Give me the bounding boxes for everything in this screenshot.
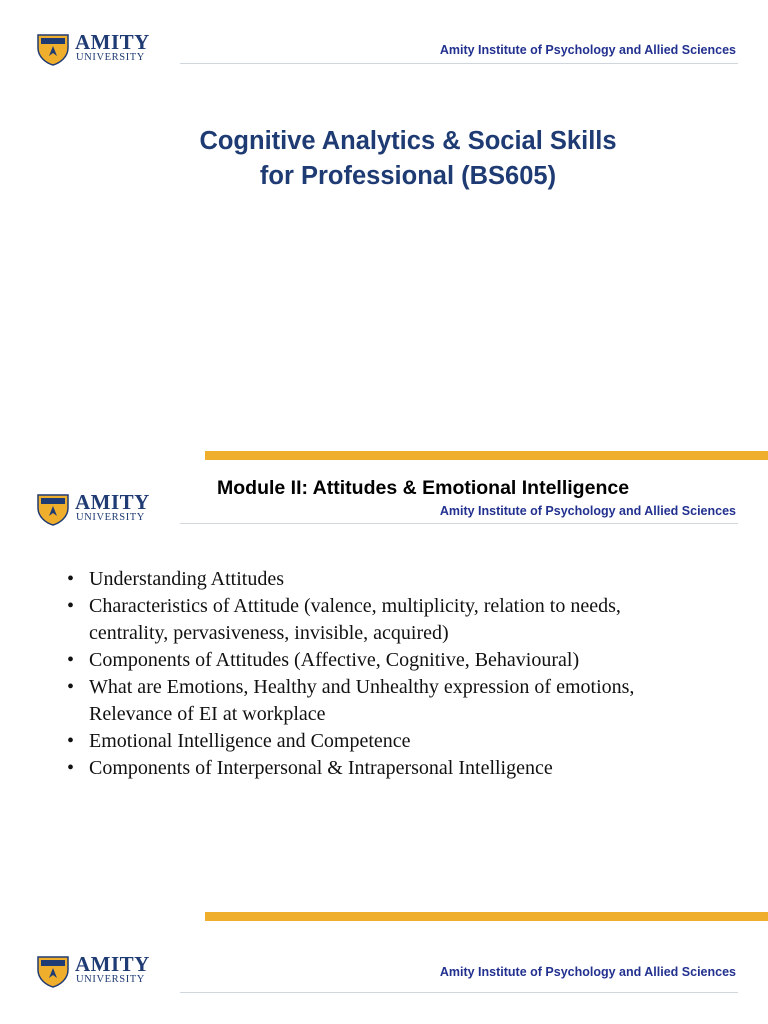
topic-list (67, 566, 727, 782)
header-divider (180, 523, 738, 524)
amity-logo (36, 492, 176, 532)
logo-wordmark: AMITY (75, 30, 150, 54)
logo-subtext: UNIVERSITY (76, 52, 145, 63)
list-item: • Understanding Attitudes (67, 566, 727, 593)
amity-logo (36, 954, 176, 994)
module-title: Module II: Attitudes & Emotional Intelligence (217, 477, 630, 499)
list-item: • Components of Interpersonal & Intrapersonal Intelligence (67, 755, 727, 782)
course-title-line-1: Cognitive Analytics & Social Skills (199, 127, 617, 155)
header-divider (180, 992, 738, 993)
amity-logo (36, 32, 176, 72)
shield-icon (36, 954, 70, 988)
course-title-line-2: for Professional (BS605) (259, 162, 557, 190)
list-item: • Emotional Intelligence and Competence (67, 728, 727, 755)
list-item: • Characteristics of Attitude (valence, multiplicity, relation to needs, centrality, pervasiveness, invisible, acquired) (67, 593, 649, 647)
shield-icon (36, 32, 70, 66)
list-item: • Components of Attitudes (Affective, Cognitive, Behavioural) (67, 647, 727, 674)
logo-subtext: UNIVERSITY (76, 974, 145, 985)
institute-name: Amity Institute of Psychology and Allied Sciences (439, 504, 736, 518)
slide-1 (0, 0, 768, 452)
course-title (0, 124, 768, 194)
header-divider (180, 63, 738, 64)
institute-name: Amity Institute of Psychology and Allied Sciences (439, 965, 736, 979)
logo-wordmark: AMITY (75, 490, 150, 514)
shield-icon (36, 492, 70, 526)
slide-2 (0, 452, 768, 912)
institute-name: Amity Institute of Psychology and Allied Sciences (439, 43, 736, 57)
logo-wordmark: AMITY (75, 952, 150, 976)
list-item: • What are Emotions, Healthy and Unhealthy expression of emotions, Relevance of EI at workplace (67, 674, 644, 728)
slide-3 (0, 912, 768, 1024)
logo-subtext: UNIVERSITY (76, 512, 145, 523)
